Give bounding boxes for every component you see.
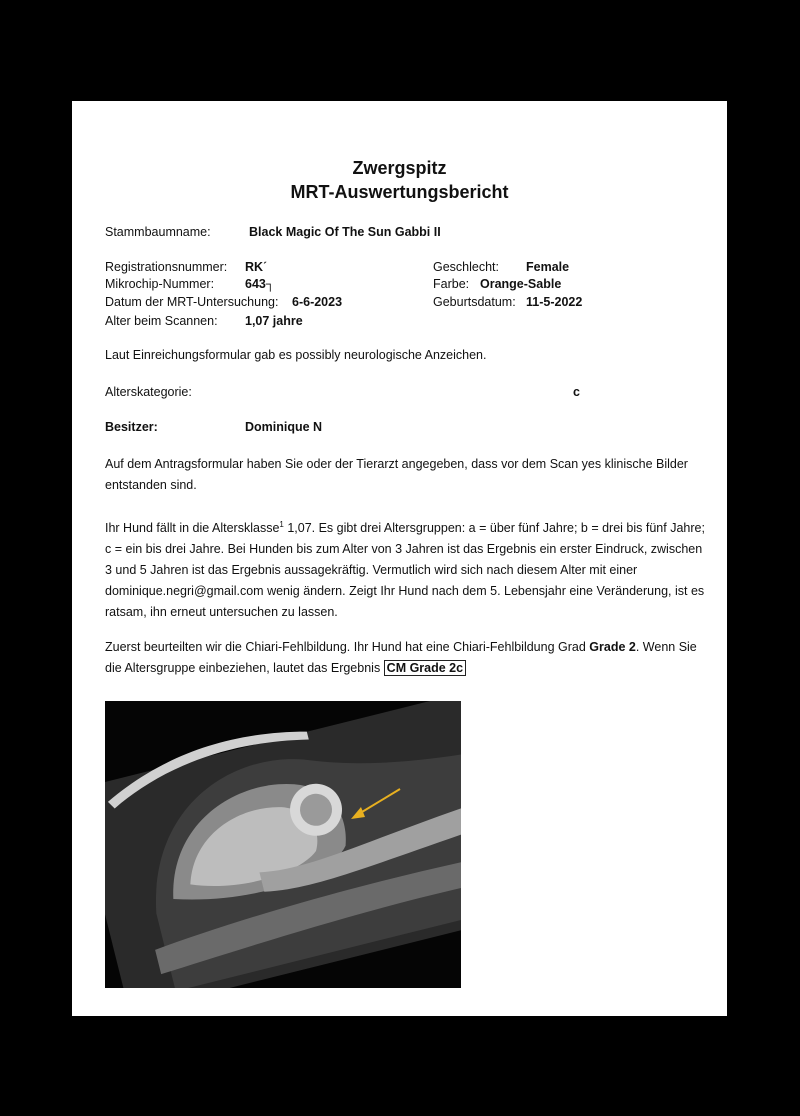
age-class-prefix: Ihr Hund fällt in die Altersklasse	[105, 521, 280, 536]
mri-date-value: 6-6-2023	[292, 295, 343, 309]
mri-scan-image	[105, 701, 461, 988]
age-category-value: c	[573, 385, 580, 399]
sex-value: Female	[526, 260, 570, 274]
age-class-paragraph	[105, 514, 705, 623]
mri-scan-graphic	[105, 701, 461, 988]
chiari-paragraph	[105, 637, 705, 679]
owner-value: Dominique N	[245, 420, 323, 434]
chiari-middle: . Wenn Sie die Altersgruppe einbeziehen, lautet das Ergebnis	[105, 640, 697, 675]
owner-label: Besitzer:	[105, 420, 158, 434]
chiari-result-box: CM Grade 2c	[384, 660, 466, 676]
chiari-intro: Zuerst beurteilten wir die Chiari-Fehlbildung. Ihr Hund hat eine Chiari-Fehlbildung Grad	[105, 640, 590, 654]
report-title: MRT-Auswertungsbericht	[290, 182, 509, 202]
age-value: 1,07 jahre	[245, 314, 303, 328]
sex-label: Geschlecht:	[433, 260, 500, 274]
registration-label: Registrationsnummer:	[105, 260, 228, 274]
footnote-marker: 1	[279, 520, 284, 529]
color-label: Farbe:	[433, 277, 470, 291]
birth-value: 11-5-2022	[526, 295, 583, 309]
microchip-label: Mikrochip-Nummer:	[105, 277, 215, 291]
mri-date-label: Datum der MRT-Untersuchung:	[105, 295, 279, 309]
pedigree-label: Stammbaumname:	[105, 225, 211, 239]
pedigree-value: Black Magic Of The Sun Gabbi II	[249, 225, 441, 239]
report-title-breed: Zwergspitz	[352, 158, 447, 178]
clinical-paragraph: Auf dem Antragsformular haben Sie oder der Tierarzt angegeben, dass vor dem Scan yes klinische Bilder entstanden sind.	[105, 457, 688, 492]
age-category-label: Alterskategorie:	[105, 385, 192, 399]
submission-text: Laut Einreichungsformular gab es possibly neurologische Anzeichen.	[105, 348, 487, 362]
microchip-value: 643┐	[245, 277, 275, 291]
report-page	[72, 101, 727, 1016]
color-value: Orange-Sable	[480, 277, 562, 291]
chiari-grade: Grade 2	[589, 640, 636, 654]
age-class-text: 1,07. Es gibt drei Altersgruppen: a = über fünf Jahre; b = drei bis fünf Jahre; c = ein bis drei Jahre. Bei Hunden bis zum Alter von 3 Jahren ist das Ergebnis ein erster Eindruck, zwischen 3 und 5 Jahren ist das Ergebnis aussagekräftig. Vermutlich wird sich nach diesem Alter mit einer dominique.negri@gmail.com wenig ändern. Zeigt Ihr Hund nach dem 5. Lebensjahr eine Veränderung, ist es ratsam, ihn erneut untersuchen zu lassen.	[105, 521, 705, 620]
registration-value: RKˊ	[245, 260, 268, 274]
age-label: Alter beim Scannen:	[105, 314, 218, 328]
birth-label: Geburtsdatum:	[433, 295, 516, 309]
